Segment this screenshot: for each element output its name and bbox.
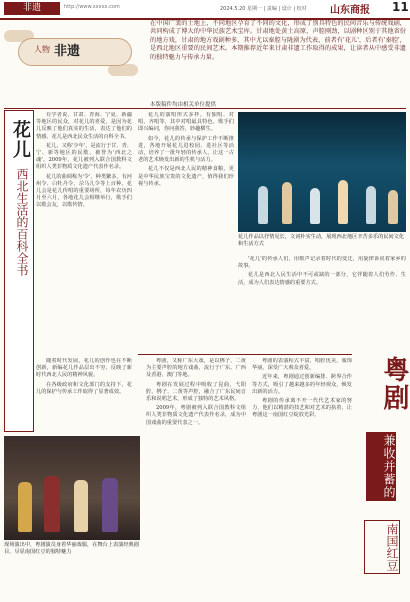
stage-photo-cantonese-opera	[4, 436, 140, 540]
paragraph: 粤剧的传承离不开一代代艺术家的努力，他们以精湛的技艺和对艺术的执着，让粤剧这一南国红豆绽放光彩。	[252, 398, 352, 419]
divider	[138, 354, 352, 355]
paragraph: 如今，花儿的传承与保护工作不断推进，各地开展花儿进校园、进社区等活动，培养了一批年轻的传承人，让这一古老的艺术焕发出新的生机与活力。	[138, 135, 234, 164]
photo-caption: 花儿作品以抒情见长，文词朴实生动，展现西北地区辛苦多乐的民间文化和生活方式	[238, 234, 405, 247]
paragraph: '花儿'的传承人们，用歌声记录着时代的变迁，用旋律诉说着家乡的故事。	[238, 256, 406, 270]
article-column-4	[36, 358, 132, 432]
byline: 本版稿件均由相关单位提供	[150, 102, 217, 108]
performer-figure	[258, 186, 268, 224]
divider	[4, 108, 406, 109]
article-column-3	[238, 256, 406, 352]
left-title-main: 花儿	[10, 120, 31, 160]
paragraph: 花儿不仅是西北人民的精神食粮，更是中华民族宝贵的文化遗产，值得我们珍视与传承。	[138, 166, 234, 187]
paragraph: 粤剧在发展过程中吸收了昆曲、弋阳腔、梆子、二黄等声腔，融合了广东民间音乐和说唱艺术，形成了独特的艺术风格。	[146, 381, 246, 403]
performer-figure	[102, 478, 118, 532]
lead-paragraph: 在中国广袤的土地上，不同地区孕育了不同的文化，形成了别具特色的民间音乐与传统戏剧，共同构成了博大的中华民族艺术宝库。甘肃地处黄土高原，声腔刚劲，以剧种区别于其他省份的地方戏，甘肃的地方戏剧种多，其中尤以秦腔与陇剧为代表，前者有'花儿'，后者有'秦腔'，是西北地区重要的民间艺术。本期推荐近年来甘肃非遗工作取得的成果，让读者从中感受非遗的独特魅力与传承力量。	[150, 20, 406, 61]
paragraph: 花儿，又称'少年'，是流行于甘、青、宁、新等地区的民歌，被誉为'西北之魂'。2009年，花儿被列入联合国教科文组织人类非物质文化遗产代表作名录。	[36, 142, 132, 171]
performer-figure	[366, 186, 376, 224]
performer-figure	[388, 190, 398, 224]
performer-figure	[18, 482, 32, 532]
paragraph: 粤剧，又称广东大戏，是以梆子、二黄为主要声腔的地方戏曲，流行于广东、广西及香港、澳门等地。	[146, 358, 246, 379]
paragraph: 近年来，粤剧通过创新编排、跨界合作等方式，吸引了越来越多的年轻观众，焕发出新的活力。	[252, 374, 352, 395]
section-label: 非遗	[22, 3, 41, 13]
paragraph: 粤剧的表演程式丰富，唱腔优美，服饰华丽，深受广大观众喜爱。	[252, 358, 352, 372]
paragraph: 花儿的曲调称为'令'，种类繁多，有河州令、白牡丹令、尕马儿令等上百种。花儿会是花儿传唱的重要场所，每年农历四月至六月，各地花儿会相继举行，歌手们以歌会友，以歌传情。	[36, 173, 132, 209]
performer-figure	[338, 180, 348, 224]
paragraph: 2009年，粤剧被列入联合国教科文组织人类非物质文化遗产代表作名录，成为中国戏曲的重要代表之一。	[146, 405, 246, 426]
right-title-main: 粤剧	[379, 356, 409, 412]
section-logo	[4, 2, 60, 15]
site-url[interactable]: http://www.xxxxx.com	[64, 4, 120, 10]
photo-caption: 现场演出中，粤剧演员身着华丽戏服，在舞台上表演经典剧目，尽显南国红豆的独特魅力	[4, 542, 139, 555]
performer-figure	[44, 476, 60, 532]
performer-figure	[74, 480, 88, 532]
right-title-sub2: 南国红豆	[364, 520, 400, 574]
paragraph: 有学者说，甘肃、青海、宁夏、新疆等地区的民众，对花儿的喜爱，是因为花儿反映了他们真实的生活，表达了他们的情感，花儿是西北民众生活的百科全书。	[36, 112, 132, 140]
banner-title: 非遗	[54, 44, 81, 59]
article-column-6	[252, 358, 352, 598]
page-number: 11	[392, 0, 409, 14]
paper-name: 山东商报	[330, 5, 370, 16]
performer-figure	[282, 182, 292, 224]
paragraph: 花儿是西北人民生活中不可或缺的一部分，它伴随着人们劳作、生活，成为人们表达情感的重要方式。	[238, 272, 406, 286]
issue-meta: 2024.5.20 星期一 | 责编 | 设计 | 校对	[220, 6, 307, 12]
section-banner	[4, 20, 144, 90]
banner-prefix: 人物	[34, 45, 50, 54]
paragraph: 花儿的演唱形式多样，有独唱、对唱、齐唱等，其中对唱最具特色，歌手们即兴编词，你问我答，妙趣横生。	[138, 112, 234, 133]
right-title-sub: 兼收并蓄的	[366, 432, 396, 501]
paragraph: 随着时代发展，花儿的创作也在不断创新，新编花儿作品层出不穷，反映了新时代西北人民的精神风貌。	[36, 358, 132, 379]
performer-figure	[310, 188, 320, 224]
stage-photo-hua-er	[238, 112, 406, 232]
left-title-sub: 西北生活的百科全书	[15, 168, 29, 276]
article-column-5	[146, 358, 246, 598]
paragraph: 在各级政府和文化部门的支持下，花儿的保护与传承工作取得了显著成效。	[36, 381, 132, 395]
masthead	[0, 0, 410, 20]
